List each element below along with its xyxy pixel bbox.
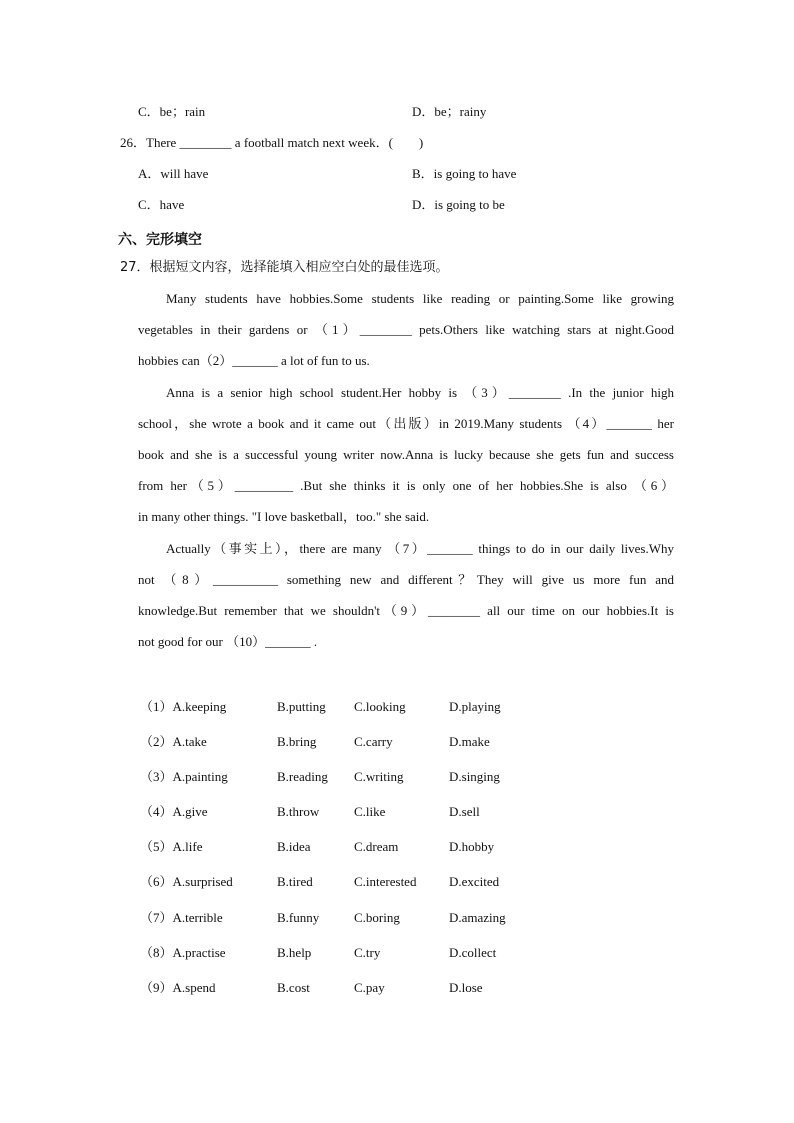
option-c: C.like	[354, 804, 386, 819]
option-d: D.make	[449, 734, 490, 749]
option-b: B.throw	[277, 804, 320, 819]
option-d: D.singing	[449, 769, 500, 784]
option-c: C.dream	[354, 839, 399, 854]
q26-option-c: C．have	[138, 197, 185, 212]
option-d: D.sell	[449, 804, 480, 819]
option-a: （1）A.keeping	[140, 699, 227, 714]
option-c: C.looking	[354, 699, 406, 714]
option-d: D.amazing	[449, 910, 506, 925]
passage-line: Anna is a senior high school student.Her hobby is （3）________ .In the junior high	[166, 385, 674, 400]
passage-line: from her（5）_________ .But she thinks it is only one of her hobbies.She is also （6）	[138, 478, 674, 493]
q26-option-a: A．will have	[138, 166, 209, 181]
passage-line: in many other things. "I love basketball，too." she said.	[138, 509, 430, 524]
option-b: B.help	[277, 945, 312, 960]
option-a: （9）A.spend	[140, 980, 216, 995]
option-a: （2）A.take	[140, 734, 207, 749]
passage-line: vegetables in their gardens or （1）________ pets.Others like watching stars at night.Good	[138, 322, 674, 337]
q27-instruction: 27．根据短文内容，选择能填入相应空白处的最佳选项。	[120, 260, 449, 275]
option-a: （3）A.painting	[140, 769, 228, 784]
option-d: D.collect	[449, 945, 497, 960]
option-a: （6）A.surprised	[140, 874, 233, 889]
q26-option-d: D．is going to be	[412, 197, 505, 212]
option-a: （5）A.life	[140, 839, 203, 854]
option-c: C.try	[354, 945, 381, 960]
option-b: B.reading	[277, 769, 328, 784]
option-b: B.funny	[277, 910, 320, 925]
option-d: D.playing	[449, 699, 501, 714]
option-b: B.putting	[277, 699, 326, 714]
q26-option-b: B．is going to have	[412, 166, 517, 181]
passage-line: not good for our （10）_______ .	[138, 634, 318, 649]
passage-line: Actually（事实上），there are many （7）_______ things to do in our daily lives.Why	[166, 541, 674, 556]
q26-stem: 26．There ________ a football match next week．( )	[120, 135, 424, 150]
option-c: C.pay	[354, 980, 385, 995]
passage-line: not （8）__________ something new and different？They will give us more fun and	[138, 572, 674, 587]
option-a: （7）A.terrible	[140, 910, 223, 925]
option-c: C.carry	[354, 734, 393, 749]
section-title: 六、完形填空	[118, 232, 202, 248]
option-b: B.tired	[277, 874, 313, 889]
option-b: B.idea	[277, 839, 311, 854]
option-a: （4）A.give	[140, 804, 208, 819]
option-c: C.writing	[354, 769, 404, 784]
option-d: D.excited	[449, 874, 500, 889]
option-b: B.bring	[277, 734, 317, 749]
passage-line: Many students have hobbies.Some students like reading or painting.Some like growing	[166, 291, 674, 306]
passage-line: hobbies can（2）_______ a lot of fun to us.	[138, 353, 370, 368]
option-d: D.lose	[449, 980, 483, 995]
option-a: （8）A.practise	[140, 945, 226, 960]
option-c: C.boring	[354, 910, 400, 925]
option-b: B.cost	[277, 980, 310, 995]
passage-line: knowledge.But remember that we shouldn't（9）________ all our time on our hobbies.It is	[138, 603, 674, 618]
q25-option-d: D．be；rainy	[412, 104, 487, 119]
option-c: C.interested	[354, 874, 417, 889]
option-d: D.hobby	[449, 839, 495, 854]
q25-option-c: C．be；rain	[138, 104, 206, 119]
passage-line: school，she wrote a book and it came out（出版）in 2019.Many students （4）_______ her	[138, 416, 674, 431]
passage-line: book and she is a successful young writer now.Anna is lucky because she gets fun and success	[138, 447, 674, 462]
